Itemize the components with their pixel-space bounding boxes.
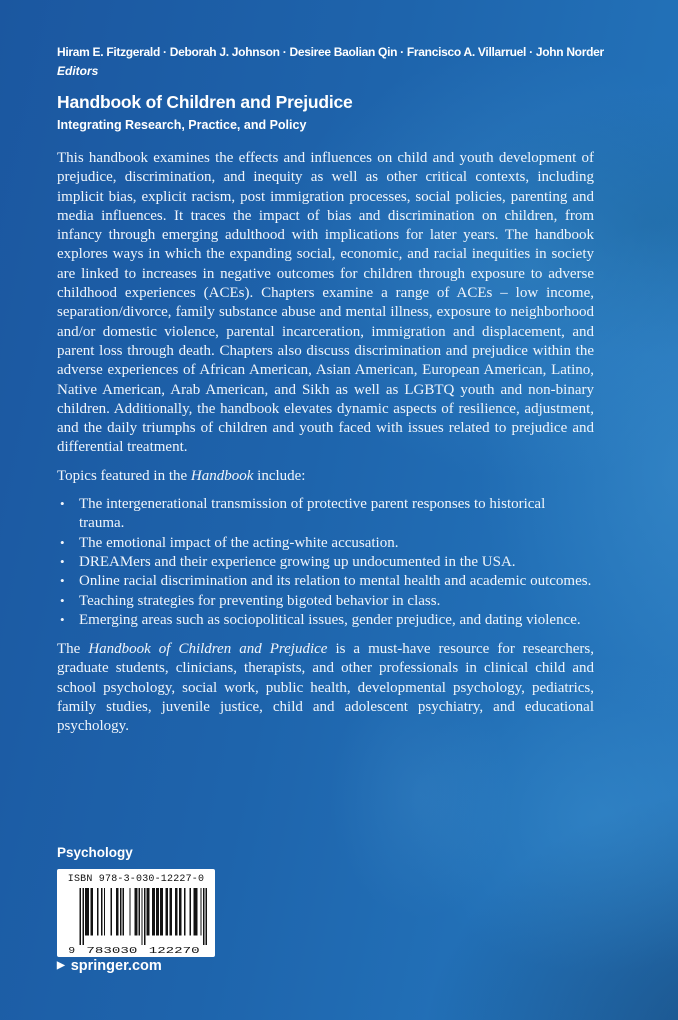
closing-paragraph: [57, 640, 594, 736]
topic-item: [57, 495, 594, 534]
topic-text: DREAMers and their experience growing up undocumented in the USA.: [79, 553, 516, 570]
topic-text: The emotional impact of the acting-white accusation.: [79, 534, 399, 551]
isbn-label: ISBN 978-3-030-12227-0: [67, 874, 205, 885]
barcode-box: [57, 869, 215, 957]
springer-arrow-icon: ▶: [57, 960, 65, 971]
book-subtitle: Integrating Research, Practice, and Policy: [57, 118, 307, 132]
publisher-line: [57, 958, 162, 974]
bullet-icon: •: [60, 496, 65, 512]
blurb-paragraph: This handbook examines the effects and influences on child and youth development of prejudice, discrimination, and inequity as well as other critical contexts, including implicit bias, explicit racism, post immigration processes, social policies, parenting and media influences. It traces the impact of bias and discrimination on children, from infancy through emerging adulthood with implications for later years. The handbook explores ways in which the expanding social, economic, and racial inequities in society are linked to increases in negative outcomes for children through exposure to adverse childhood experiences (ACEs). Chapters examine a range of ACEs – low income, separation/divorce, family substance abuse and mental illness, exposure to neighborhood and/or domestic violence, parental incarceration, immigration and displacement, and parent loss through death. Chapters also discuss discrimination and prejudice within the adverse experiences of African American, Asian American, European American, Latino, Native American, Arab American, and Sikh as well as LGBTQ youth and non-binary children. Additionally, the handbook elevates dynamic aspects of resilience, adjustment, and the daily triumphs of children and youth faced with issues related to prejudice and differential treatment.: [57, 150, 594, 456]
topic-item: [57, 611, 594, 630]
closing-prefix: The: [57, 641, 89, 658]
topics-intro: [57, 467, 594, 486]
closing-suffix: is a must-have resource for researchers, graduate students, clinicians, therapists, and other professionals in clinical child and school psychology, social work, public health, developmental psychology, pediatrics, family studies, juvenile justice, child and adolescent psychiatry, and educational psychology.: [57, 641, 595, 735]
category-label: Psychology: [57, 845, 133, 860]
editors-label: Editors: [57, 64, 99, 78]
topic-item: [57, 534, 594, 553]
blurb-block: [57, 149, 594, 737]
bullet-icon: •: [60, 573, 65, 589]
svg-text:9: 9: [68, 945, 76, 954]
header-block: [57, 44, 642, 133]
topics-intro-suffix: include:: [253, 467, 306, 484]
ean-barcode: [65, 888, 207, 954]
topics-intro-italic: Handbook: [190, 467, 254, 484]
topics-list: [57, 495, 594, 630]
closing-italic: Handbook of Children and Prejudice: [88, 641, 328, 658]
topic-text: Online racial discrimination and its relation to mental health and academic outcomes.: [79, 573, 592, 590]
topics-intro-prefix: Topics featured in the: [57, 467, 191, 484]
bullet-icon: •: [60, 611, 65, 627]
svg-text:783030: 783030: [86, 945, 138, 954]
topic-text: The intergenerational transmission of protective parent responses to historical trauma.: [79, 496, 546, 532]
bullet-icon: •: [60, 592, 65, 608]
authors-line: Hiram E. Fitzgerald · Deborah J. Johnson · Desiree Baolian Qin · Francisco A. Villarruel · John Norder: [57, 45, 604, 59]
svg-text:122270: 122270: [148, 945, 200, 954]
topic-item: [57, 592, 594, 611]
book-title: Handbook of Children and Prejudice: [57, 92, 353, 112]
topic-text: Emerging areas such as sociopolitical issues, gender prejudice, and dating violence.: [79, 611, 581, 628]
bullet-icon: •: [60, 553, 65, 569]
topic-item: [57, 553, 594, 572]
topic-text: Teaching strategies for preventing bigoted behavior in class.: [79, 592, 441, 609]
topic-item: [57, 572, 594, 591]
bullet-icon: •: [60, 534, 65, 550]
springer-link: springer.com: [70, 958, 162, 974]
